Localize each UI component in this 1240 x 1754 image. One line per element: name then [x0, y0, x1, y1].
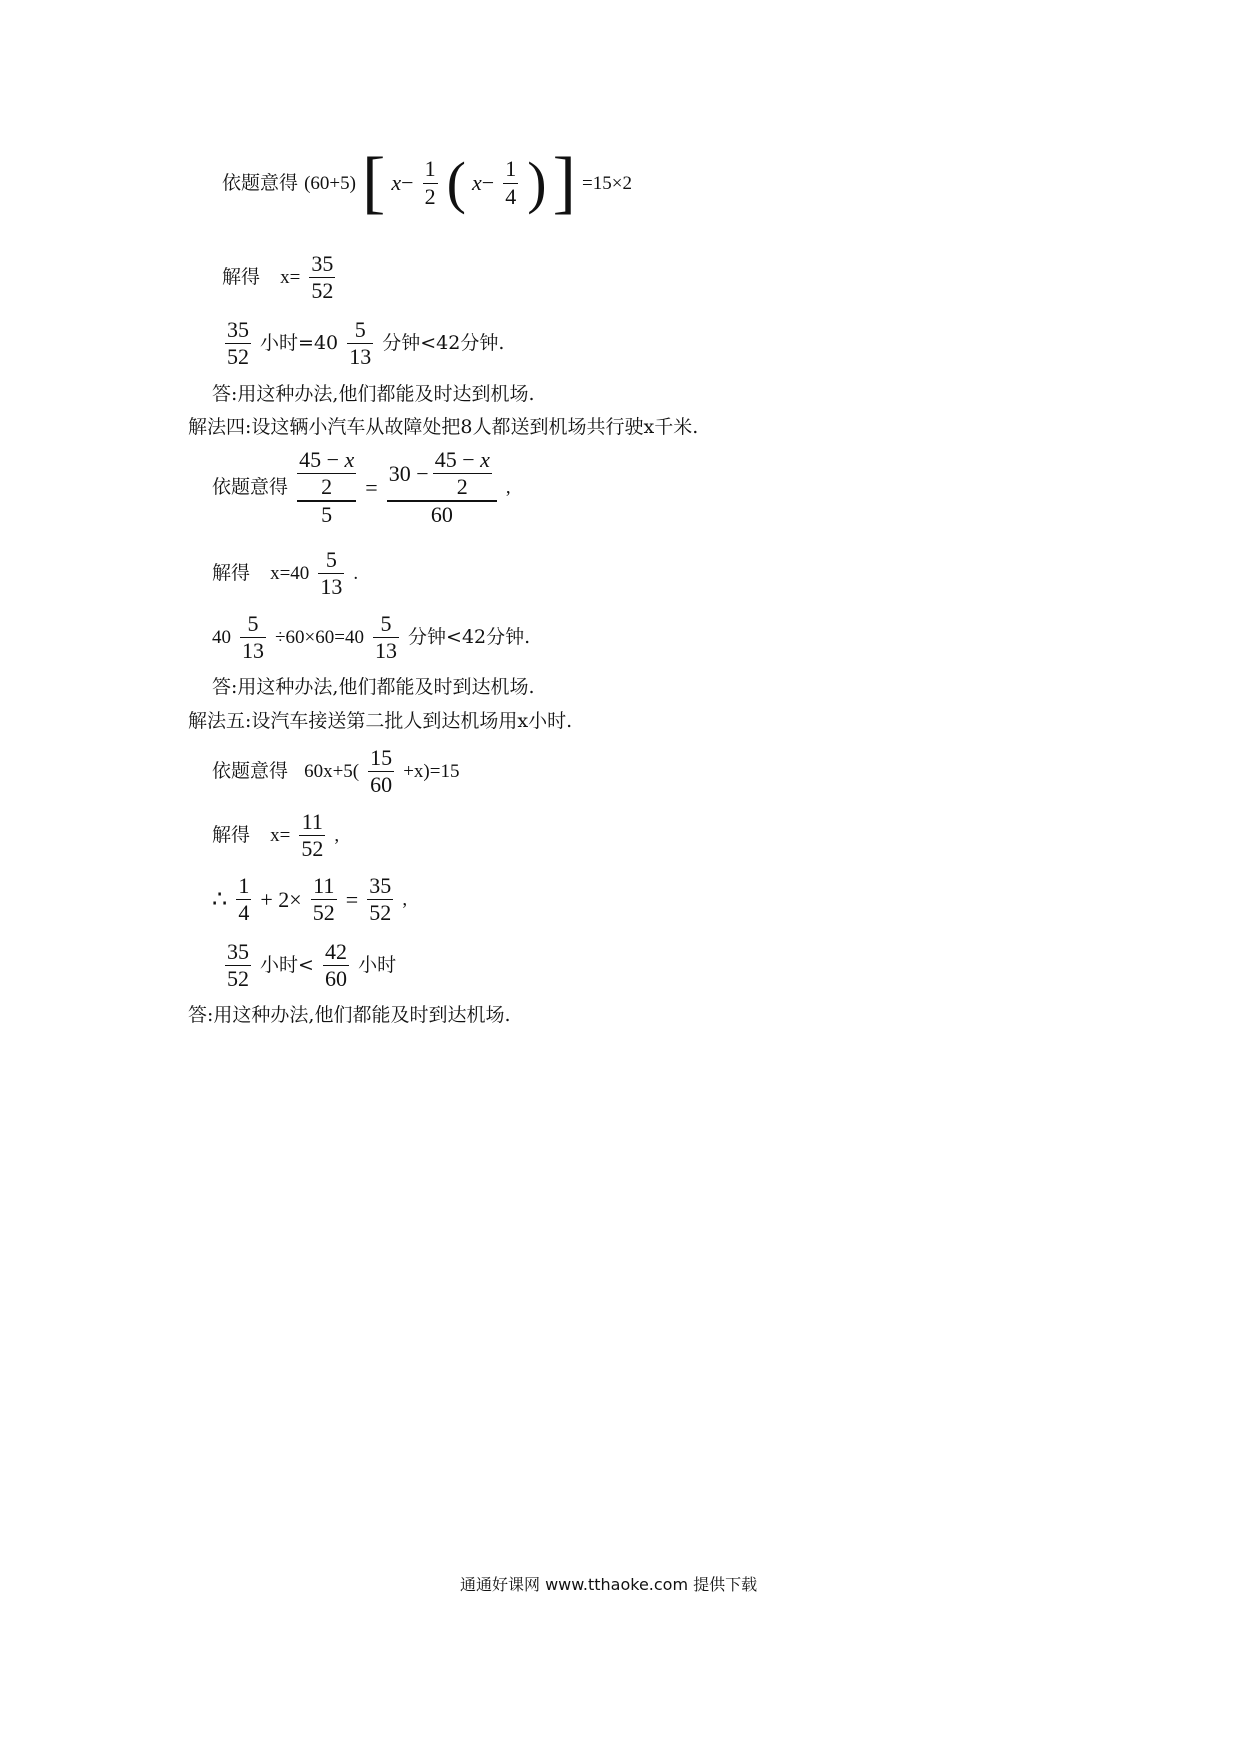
fraction: $\frac{5}{13}$	[320, 547, 343, 600]
solution-method3: 解得 x= $\frac{35}{52}$	[222, 251, 334, 304]
answer-method3: 答:用这种办法,他们都能及时达到机场.	[212, 383, 535, 405]
therefore-method5: ∴ $\frac{1}{4}$ + 2× $\frac{11}{52}$ = $\frac{35}{52}$ ,	[212, 873, 408, 926]
compound-fraction-left: $\frac{\frac{45 - x}{2}}{5}$	[299, 447, 355, 528]
fraction: $\frac{42}{60}$	[325, 939, 348, 992]
method5-heading: 解法五:设汽车接送第二批人到达机场用x小时.	[188, 710, 573, 732]
method4-heading: 解法四:设这辆小汽车从故障处把8人都送到机场共行驶x千米.	[188, 416, 699, 438]
equation-method4: 依题意得 $\frac{\frac{45 - x}{2}}{5}$ = 30 − $\frac{45 - x}{2}$ 60 ,	[212, 447, 511, 528]
comparison-method5: $\frac{35}{52}$ 小时< $\frac{42}{60}$ 小时	[227, 939, 397, 992]
answer-method5: 答:用这种办法,他们都能及时到达机场.	[188, 1004, 511, 1026]
fraction: $\frac{1}{4}$	[505, 156, 517, 209]
fraction: $\frac{5}{13}$	[375, 611, 397, 664]
fraction: $\frac{5}{13}$	[349, 317, 372, 370]
fraction: $\frac{1}{2}$	[424, 156, 436, 209]
fraction: $\frac{35}{52}$	[227, 317, 249, 370]
fraction: $\frac{11}{52}$	[312, 873, 335, 926]
page-footer: 通通好课网 www.tthaoke.com 提供下载	[460, 1575, 758, 1594]
fraction: $\frac{1}{4}$	[238, 873, 250, 926]
fraction: $\frac{5}{13}$	[242, 611, 265, 664]
fraction: $\frac{35}{52}$	[369, 873, 392, 926]
fraction: $\frac{11}{52}$	[301, 809, 324, 862]
equation-method3: 依题意得 (60+5) [ x− $\frac{1}{2}$ ( x− $\frac{1}{4}$ ) ] =15×2	[222, 144, 632, 221]
fraction: $\frac{15}{60}$	[370, 745, 393, 798]
compound-fraction-right: 30 − $\frac{45 - x}{2}$ 60	[387, 448, 497, 528]
solution-method4: 解得 x=40 $\frac{5}{13}$ .	[212, 547, 359, 600]
solution-method5: 解得 x= $\frac{11}{52}$ ,	[212, 809, 340, 862]
answer-method4: 答:用这种办法,他们都能及时到达机场.	[212, 676, 535, 698]
fraction: $\frac{35}{52}$	[227, 939, 249, 992]
equation-method5: 依题意得 60x+5( $\frac{15}{60}$ +x)=15	[212, 745, 460, 798]
conversion-method3: $\frac{35}{52}$ 小时=40 $\frac{5}{13}$ 分钟<42分钟.	[227, 317, 505, 370]
conversion-method4: 40 $\frac{5}{13}$ ÷60×60=40 $\frac{5}{13}$ 分钟<42分钟.	[212, 611, 531, 664]
fraction: $\frac{35}{52}$	[311, 251, 334, 304]
